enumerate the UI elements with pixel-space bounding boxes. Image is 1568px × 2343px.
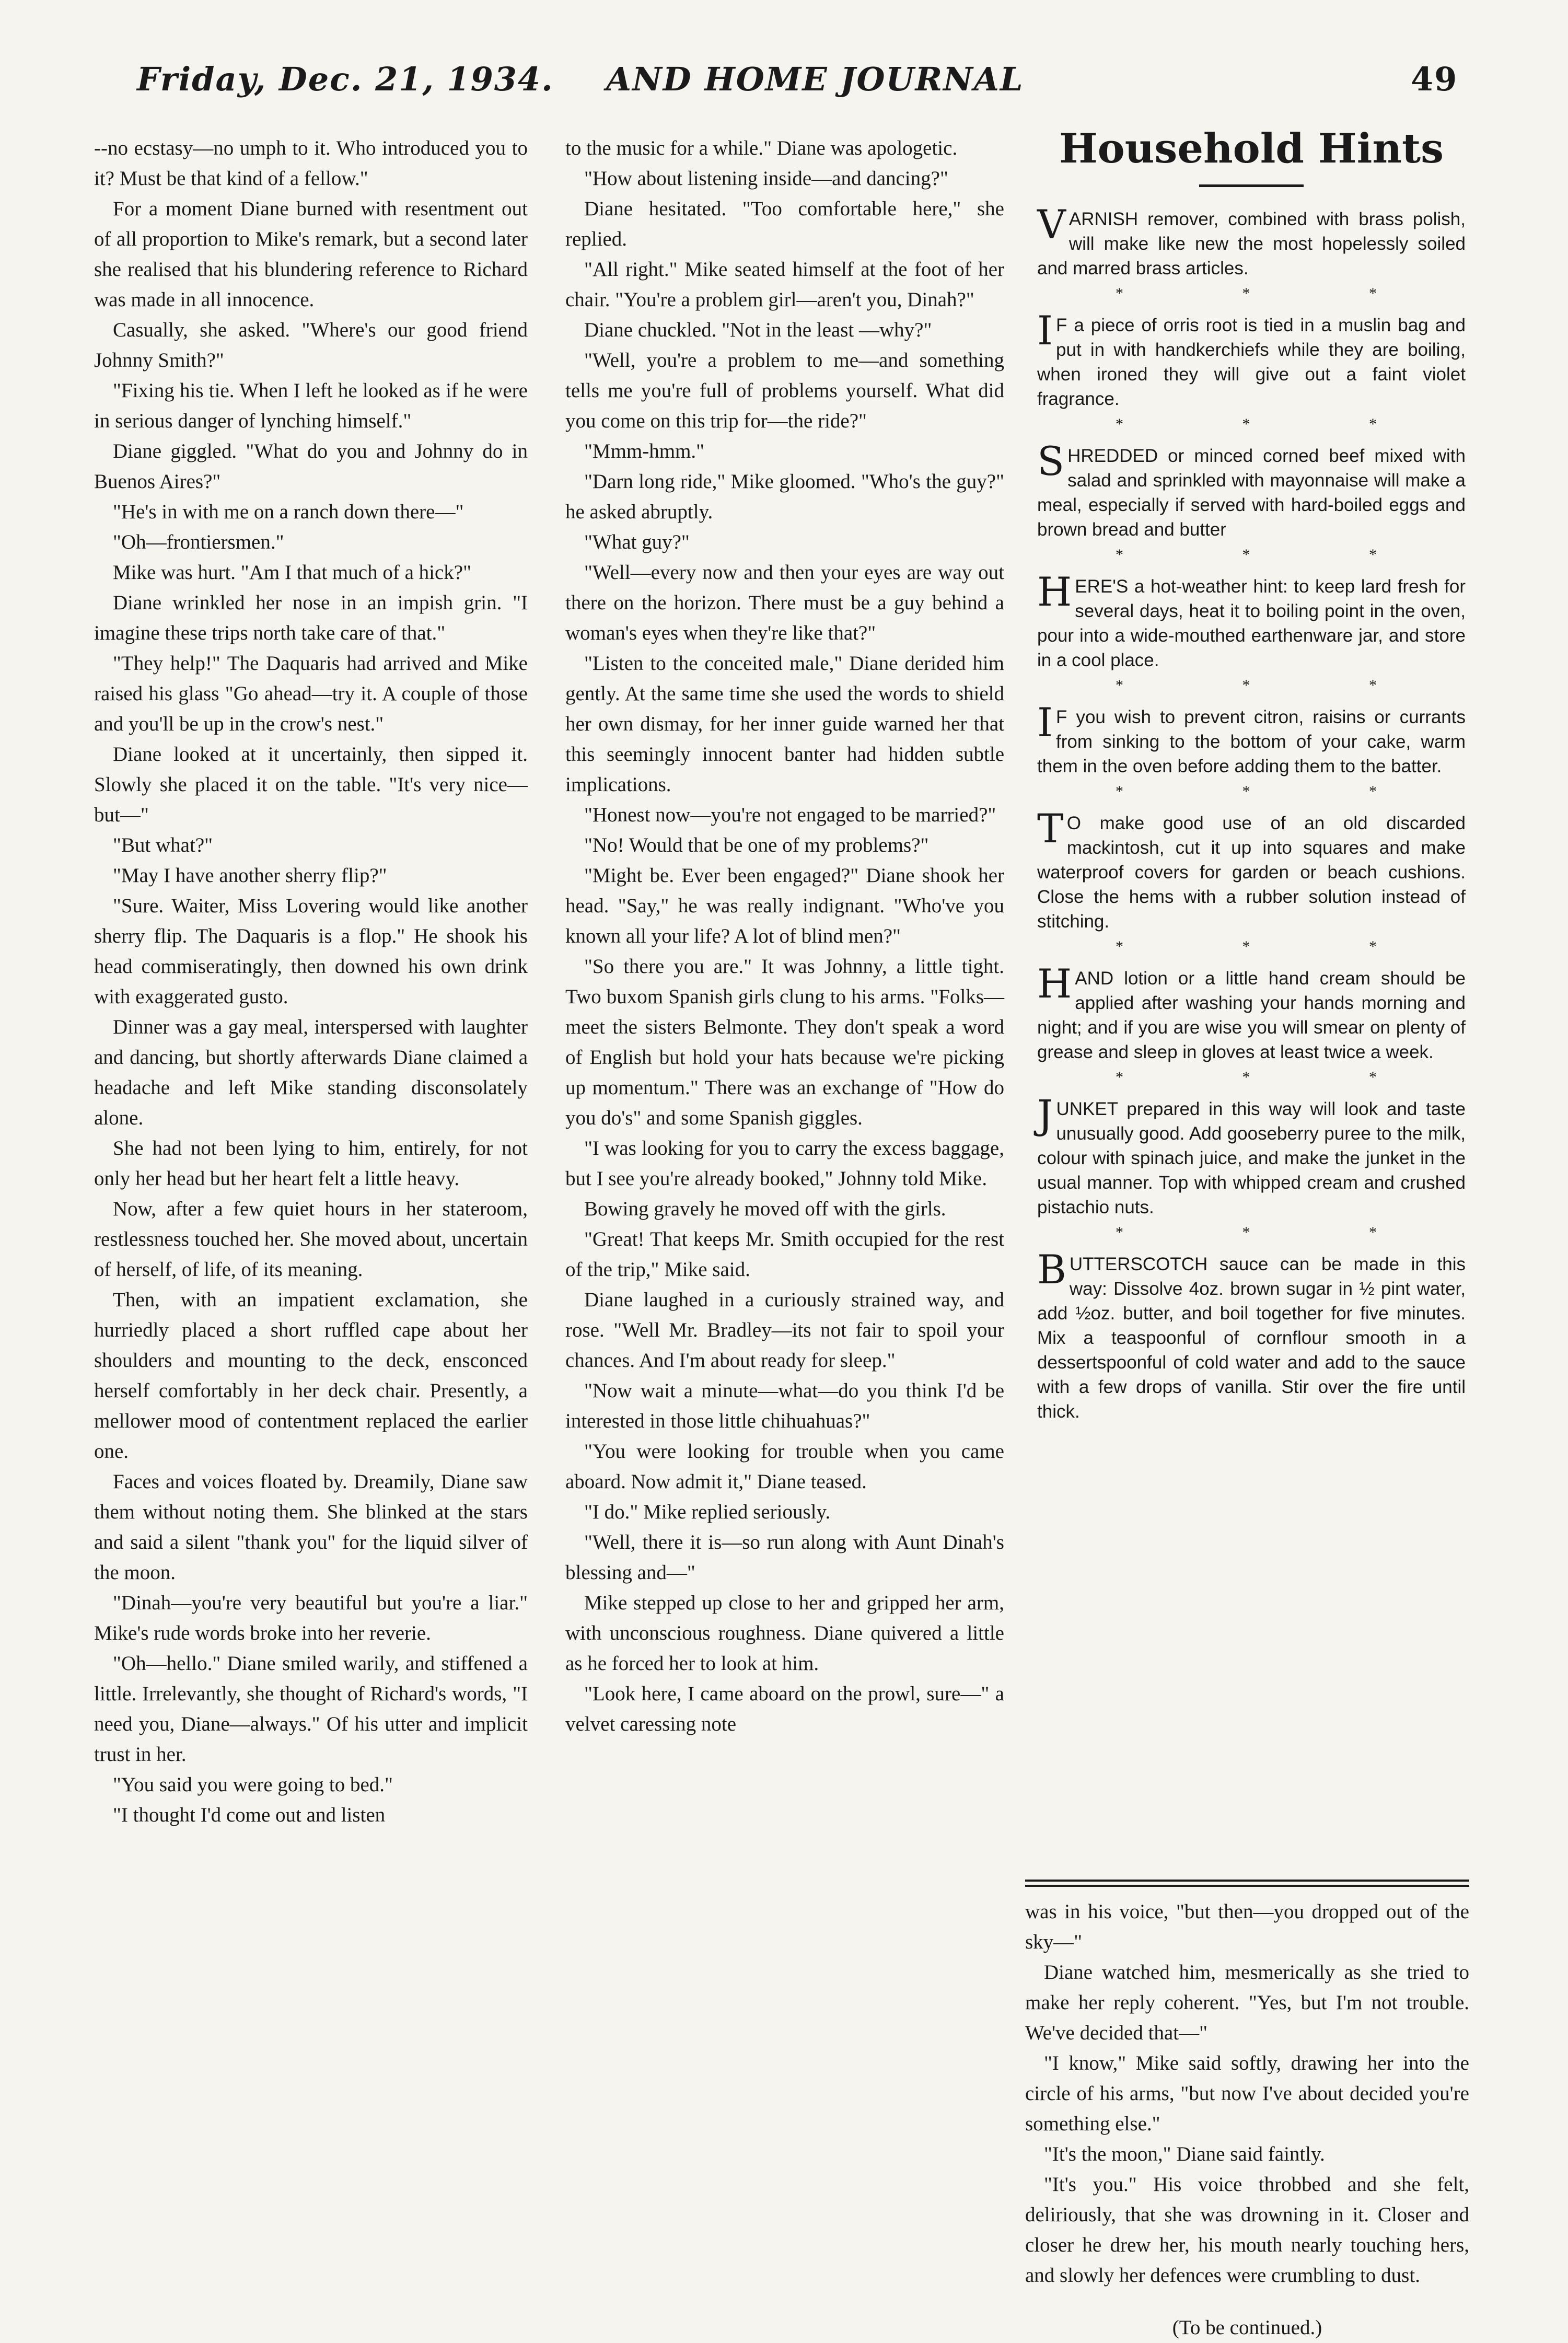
drop-cap: B	[1037, 1246, 1066, 1293]
paragraph: For a moment Diane burned with resentment out of all proportion to Mike's remark, but a second later she realised that his blundering reference to Richard was made in all innocence.	[94, 198, 528, 311]
hint-item	[1037, 805, 1466, 934]
hint-item	[1037, 699, 1466, 779]
paragraph: "How about listening inside—and dancing?"	[584, 167, 948, 190]
publication-title: AND HOME JOURNAL	[606, 60, 1024, 98]
paragraph: "Fixing his tie. When I left he looked as if he were in serious danger of lynching himself."	[94, 379, 528, 432]
drop-cap: V	[1037, 201, 1066, 248]
paragraph: Mike was hurt. "Am I that much of a hick?"	[113, 561, 472, 584]
paragraph: "Sure. Waiter, Miss Lovering would like another sherry flip. The Daquaris is a flop." He shook his head commiseratingly, then downed his own drink with exaggerated gusto.	[94, 895, 528, 1008]
separator-stars: * * *	[1116, 1224, 1434, 1241]
paragraph: "Oh—hello." Diane smiled warily, and stiffened a little. Irrelevantly, she thought of Richard's words, "I need you, Diane—always." Of his utter and implicit trust in her.	[94, 1652, 528, 1766]
paragraph: Then, with an impatient exclamation, she hurriedly placed a short ruffled cape about her shoulders and mounting to the deck, ensconced herself comfortably in her deck chair. Presently, a mellower mood of contentment replaced the earlier one.	[94, 1289, 528, 1463]
paragraph: --no ecstasy—no umph to it. Who introduced you to it? Must be that kind of a fellow."	[94, 137, 528, 190]
paragraph: Diane hesitated. "Too comfortable here," she replied.	[565, 198, 1004, 250]
hint-text: a hot-weather hint: to keep lard fresh for several days, heat it to boiling point in the oven, pour into a wide-mouthed earthenware jar, and store in a cool place.	[1037, 576, 1466, 670]
paragraph: "He's in with me on a ranch down there—"	[113, 501, 464, 523]
paragraph: Now, after a few quiet hours in her stateroom, restlessness touched her. She moved about, uncertain of herself, of life, of its meaning.	[94, 1198, 528, 1281]
hint-item	[1037, 1246, 1466, 1424]
hint-lead-word: HREDDED	[1067, 446, 1158, 466]
paragraph: "They help!" The Daquaris had arrived and Mike raised his glass "Go ahead—try it. A couple of those and you'll be up in the crow's nest."	[94, 652, 528, 735]
paragraph: "Oh—frontiersmen."	[113, 531, 284, 553]
paragraph: "Mmm-hmm."	[584, 440, 705, 462]
page-number: 49	[1411, 60, 1458, 98]
separator-stars: * * *	[1116, 783, 1434, 800]
drop-cap: S	[1037, 438, 1065, 484]
paragraph: Diane chuckled. "Not in the least —why?"	[584, 319, 932, 341]
hint-lead-word: ERE'S	[1075, 576, 1129, 597]
separator-stars: * * *	[1116, 677, 1434, 694]
hint-lead-word: AND	[1075, 968, 1114, 989]
paragraph: "Darn long ride," Mike gloomed. "Who's the guy?" he asked abruptly.	[565, 470, 1004, 523]
separator-stars: * * *	[1116, 285, 1434, 302]
paragraph: "What guy?"	[584, 531, 690, 553]
separator-stars: * * *	[1116, 546, 1434, 563]
paragraph: was in his voice, "but then—you dropped out of the sky—"	[1025, 1900, 1469, 1953]
paragraph: Bowing gravely he moved off with the girls.	[584, 1198, 946, 1220]
drop-cap: H	[1037, 960, 1072, 1007]
paragraph: "Great! That keeps Mr. Smith occupied for the rest of the trip," Mike said.	[565, 1228, 1004, 1281]
paragraph: "It's the moon," Diane said faintly.	[1044, 2143, 1325, 2165]
paragraph: "I thought I'd come out and listen	[113, 1804, 386, 1826]
hint-text: a piece of orris root is tied in a muslin bag and put in with handkerchiefs while they are boiling, when ironed they will give out a faint violet fragrance.	[1037, 315, 1466, 409]
paragraph: to the music for a while." Diane was apologetic.	[565, 137, 958, 159]
hint-text: make good use of an old discarded mackintosh, cut it up into squares and make waterproof covers for garden or beach cushions. Close the hems with a rubber solution instead of stitching.	[1037, 813, 1466, 932]
story-column-3	[1025, 1897, 1469, 2339]
paragraph: "Now wait a minute—what—do you think I'd be interested in those little chihuahuas?"	[565, 1379, 1004, 1432]
paragraph: "I know," Mike said softly, drawing her into the circle of his arms, "but now I've about decided you're something else."	[1025, 2052, 1469, 2135]
issue-date: Friday, Dec. 21, 1934.	[137, 60, 554, 98]
hint-item	[1037, 201, 1466, 281]
paragraph: "No! Would that be one of my problems?"	[584, 834, 929, 856]
paragraph: Casually, she asked. "Where's our good friend Johnny Smith?"	[94, 319, 528, 372]
paragraph: "But what?"	[113, 834, 213, 856]
household-hints-section	[1037, 123, 1466, 1863]
hint-lead-word: F	[1056, 707, 1067, 727]
paragraph: "It's you." His voice throbbed and she felt, deliriously, that she was drowning in it. Closer and closer he drew her, his mouth nearly touching hers, and slowly her defences were crumbling to dust.	[1025, 2173, 1469, 2287]
paragraph: Diane giggled. "What do you and Johnny do in Buenos Aires?"	[94, 440, 528, 493]
paragraph: "I was looking for you to carry the excess baggage, but I see you're already booked," Johnny told Mike.	[565, 1137, 1004, 1190]
hint-text: sauce can be made in this way: Dissolve 4oz. brown sugar in ½ pint water, add ½oz. butter, and boil together for five minutes. Mix a teaspoonful of cornflour smooth in a dessertspoonful of cold water and add to the sauce with a few drops of vanilla. Stir over the fire until thick.	[1037, 1254, 1466, 1422]
section-title: Household Hints	[1059, 125, 1444, 172]
paragraph: "Look here, I came aboard on the prowl, sure—" a velvet caressing note	[565, 1683, 1004, 1735]
paragraph: Diane laughed in a curiously strained way, and rose. "Well Mr. Bradley—its not fair to spoil your chances. And I'm about ready for sleep."	[565, 1289, 1004, 1372]
paragraph: She had not been lying to him, entirely, for not only her head but her heart felt a little heavy.	[94, 1137, 528, 1190]
paragraph: "You said you were going to bed."	[113, 1773, 393, 1796]
paragraph: "All right." Mike seated himself at the foot of her chair. "You're a problem girl—aren't you, Dinah?"	[565, 258, 1004, 311]
hint-item	[1037, 1091, 1466, 1220]
separator-stars: * * *	[1116, 938, 1434, 955]
paragraph: "Well—every now and then your eyes are way out there on the horizon. There must be a guy behind a woman's eyes when they're like that?"	[565, 561, 1004, 644]
paragraph: Mike stepped up close to her and gripped her arm, with unconscious roughness. Diane quivered a little as he forced her to look at him.	[565, 1592, 1004, 1675]
title-rule	[1199, 184, 1304, 187]
hint-lead-word: O	[1066, 813, 1081, 833]
drop-cap: I	[1037, 307, 1053, 354]
story-column-1	[94, 133, 528, 2276]
hint-lead-word: F	[1056, 315, 1067, 335]
hint-lead-word: UNKET	[1056, 1099, 1118, 1119]
paragraph: "Listen to the conceited male," Diane derided him gently. At the same time she used the words to shield her own dismay, for her inner guide warned her that this seemingly innocent banter had hidden subtle implications.	[565, 652, 1004, 796]
paragraph: Diane watched him, mesmerically as she tried to make her reply coherent. "Yes, but I'm not trouble. We've decided that—"	[1025, 1961, 1469, 2044]
hint-text: remover, combined with brass polish, will make like new the most hopelessly soiled and marred brass articles.	[1037, 209, 1466, 279]
hint-text: lotion or a little hand cream should be applied after washing your hands morning and night; and if you are wise you will smear on plenty of grease and sleep in gloves at least twice a week.	[1037, 968, 1466, 1062]
paragraph: "You were looking for trouble when you came aboard. Now admit it," Diane teased.	[565, 1440, 1004, 1493]
hint-lead-word: ARNISH	[1068, 209, 1139, 229]
hint-text: you wish to prevent citron, raisins or currants from sinking to the bottom of your cake, warm them in the oven before adding them to the batter.	[1037, 707, 1466, 776]
to-be-continued: (To be continued.)	[1172, 2316, 1322, 2339]
drop-cap: T	[1037, 805, 1064, 852]
paragraph: Dinner was a gay meal, interspersed with laughter and dancing, but shortly afterwards Diane claimed a headache and left Mike standing disconsolately alone.	[94, 1016, 528, 1129]
hint-item	[1037, 307, 1466, 411]
drop-cap: H	[1037, 569, 1072, 615]
hint-lead-word: UTTERSCOTCH	[1069, 1254, 1208, 1274]
paragraph: "Dinah—you're very beautiful but you're a liar." Mike's rude words broke into her reverie.	[94, 1592, 528, 1644]
hint-text: or minced corned beef mixed with salad and sprinkled with mayonnaise will make a meal, especially if served with hard-boiled eggs and brown bread and butter	[1037, 446, 1466, 540]
paragraph: "So there you are." It was Johnny, a little tight. Two buxom Spanish girls clung to his arms. "Folks—meet the sisters Belmonte. They don't speak a word of English but hold your hats because we're picking up momentum." There was an exchange of "How do you do's" and some Spanish giggles.	[565, 955, 1004, 1129]
section-divider	[1025, 1880, 1469, 1887]
paragraph: Diane wrinkled her nose in an impish grin. "I imagine these trips north take care of that."	[94, 591, 528, 644]
separator-stars: * * *	[1116, 415, 1434, 433]
paragraph: Faces and voices floated by. Dreamily, Diane saw them without noting them. She blinked at the stars and said a silent "thank you" for the liquid silver of the moon.	[94, 1470, 528, 1584]
hint-text: prepared in this way will look and taste unusually good. Add gooseberry puree to the milk, colour with spinach juice, and make the junket in the usual manner. Top with whipped cream and crushed pistachio nuts.	[1037, 1099, 1466, 1217]
drop-cap: I	[1037, 699, 1053, 746]
paragraph: "Honest now—you're not engaged to be married?"	[584, 804, 996, 826]
paragraph: "Well, there it is—so run along with Aunt Dinah's blessing and—"	[565, 1531, 1004, 1584]
paragraph: Diane looked at it uncertainly, then sipped it. Slowly she placed it on the table. "It's very nice—but—"	[94, 743, 528, 826]
hint-item	[1037, 960, 1466, 1064]
story-column-2	[565, 133, 1004, 2276]
paragraph: "I do." Mike replied seriously.	[584, 1501, 831, 1523]
paragraph: "May I have another sherry flip?"	[113, 864, 387, 887]
paragraph: "Well, you're a problem to me—and something tells me you're full of problems yourself. What did you come on this trip for—the ride?"	[565, 349, 1004, 432]
hint-item	[1037, 438, 1466, 542]
separator-stars: * * *	[1116, 1069, 1434, 1086]
paragraph: "Might be. Ever been engaged?" Diane shook her head. "Say," he was really indignant. "Who've you known all your life? A lot of blind men?"	[565, 864, 1004, 947]
drop-cap: J	[1037, 1091, 1053, 1138]
hint-item	[1037, 569, 1466, 672]
